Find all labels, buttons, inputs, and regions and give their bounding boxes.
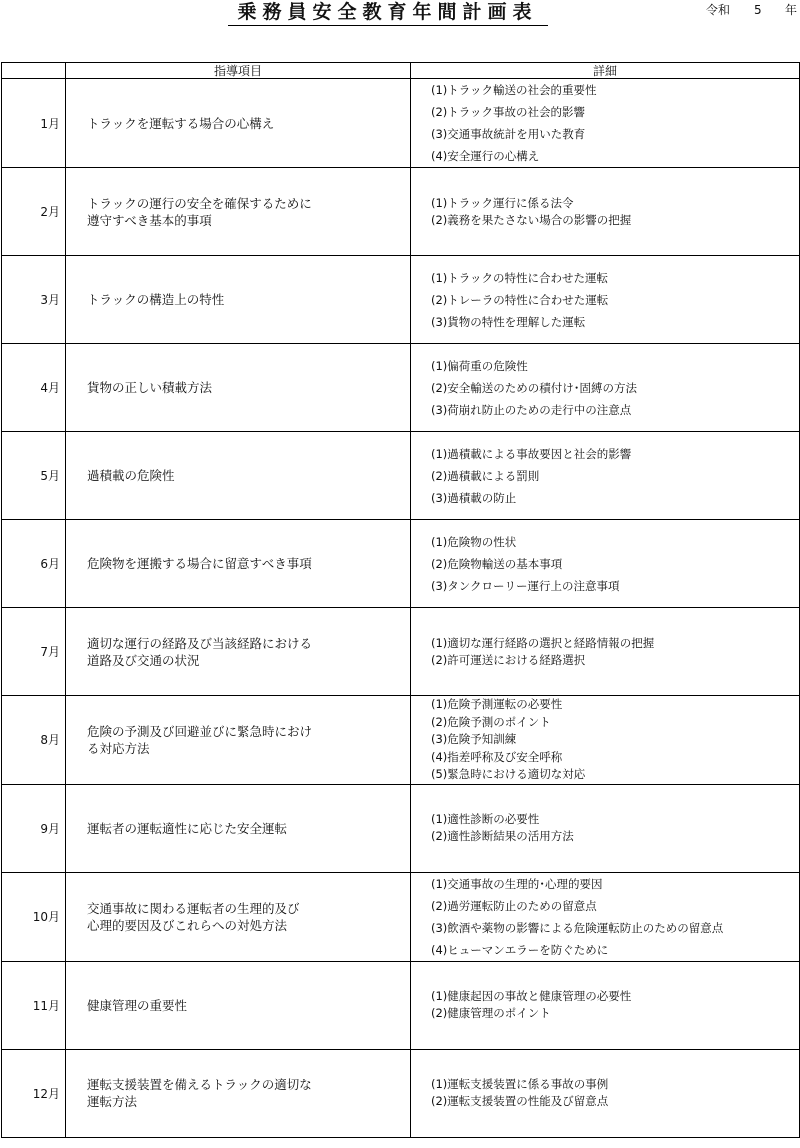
row-details xyxy=(411,432,800,520)
table-header-row xyxy=(2,63,800,79)
detail-line: (3)貨物の特性を理解した運転 xyxy=(431,314,586,329)
detail-line: (3)交通事故統計を用いた教育 xyxy=(431,127,586,141)
table-row xyxy=(2,784,800,872)
row-month: 11月 xyxy=(2,961,66,1049)
row-details xyxy=(411,79,800,168)
year-unit: 年 xyxy=(785,3,798,17)
row-details xyxy=(411,608,800,696)
detail-line: (1)運転支援装置に係る事故の事例 xyxy=(431,1077,609,1091)
detail-line: (1)トラック輸送の社会的重要性 xyxy=(431,83,597,97)
row-month: 6月 xyxy=(2,520,66,608)
detail-line: (1)危険予測運転の必要性 xyxy=(431,697,563,711)
table-row xyxy=(2,79,800,168)
row-month: 5月 xyxy=(2,432,66,520)
table-row xyxy=(2,1049,800,1137)
detail-line: (2)危険予測のポイント xyxy=(431,714,551,729)
title-underline xyxy=(228,25,548,26)
table-row xyxy=(2,696,800,785)
header-item: 指導項目 xyxy=(66,63,411,79)
detail-line: (2)安全輸送のための積付け･固縛の方法 xyxy=(431,380,638,395)
detail-line: (4)安全運行の心構え xyxy=(431,149,540,163)
table-row xyxy=(2,432,800,520)
row-item: 運転支援装置を備えるトラックの適切な 運転方法 xyxy=(66,1049,411,1137)
detail-line: (3)タンクローリー運行上の注意事項 xyxy=(431,578,620,593)
detail-line: (3)荷崩れ防止のための走行中の注意点 xyxy=(431,402,632,417)
row-item: 運転者の運転適性に応じた安全運転 xyxy=(66,784,411,872)
detail-line: (2)義務を果たさない場合の影響の把握 xyxy=(431,212,632,227)
detail-line: (1)交通事故の生理的･心理的要因 xyxy=(431,876,603,891)
detail-line: (4)ヒューマンエラーを防ぐために xyxy=(431,942,609,957)
row-month: 4月 xyxy=(2,344,66,432)
row-month: 1月 xyxy=(2,79,66,168)
detail-line: (1)過積載による事故要因と社会的影響 xyxy=(431,446,632,461)
detail-line: (2)トラック事故の社会的影響 xyxy=(431,105,586,119)
detail-line: (2)許可運送における経路選択 xyxy=(431,652,586,667)
row-item: 交通事故に関わる運転者の生理的及び 心理的要因及びこれらへの対処方法 xyxy=(66,872,411,961)
detail-line: (3)過積載の防止 xyxy=(431,490,517,505)
header-month xyxy=(2,63,66,79)
row-details xyxy=(411,256,800,344)
era-label: 令和 xyxy=(706,3,731,17)
row-month: 10月 xyxy=(2,872,66,961)
row-item: 危険物を運搬する場合に留意すべき事項 xyxy=(66,520,411,608)
row-item: 過積載の危険性 xyxy=(66,432,411,520)
row-item: トラックの構造上の特性 xyxy=(66,256,411,344)
row-details xyxy=(411,344,800,432)
table-row xyxy=(2,344,800,432)
row-month: 2月 xyxy=(2,168,66,256)
table-row xyxy=(2,520,800,608)
table-row xyxy=(2,256,800,344)
row-item: トラックを運転する場合の心構え xyxy=(66,79,411,168)
table-row xyxy=(2,168,800,256)
detail-line: (1)適切な運行経路の選択と経路情報の把握 xyxy=(431,635,655,650)
row-details xyxy=(411,784,800,872)
year-value: 5 xyxy=(754,3,762,17)
row-item: 健康管理の重要性 xyxy=(66,961,411,1049)
row-month: 9月 xyxy=(2,784,66,872)
detail-line: (2)過労運転防止のための留意点 xyxy=(431,898,597,913)
row-details xyxy=(411,696,800,785)
row-details xyxy=(411,1049,800,1137)
row-details xyxy=(411,872,800,961)
detail-line: (1)健康起因の事故と健康管理の必要性 xyxy=(431,989,632,1003)
detail-line: (2)過積載による罰則 xyxy=(431,468,540,483)
detail-line: (4)指差呼称及び安全呼称 xyxy=(431,749,563,764)
detail-line: (2)トレーラの特性に合わせた運転 xyxy=(431,292,609,307)
education-plan-table xyxy=(1,62,800,1138)
row-item: 危険の予測及び回避並びに緊急時におけ る対応方法 xyxy=(66,696,411,785)
row-item: トラックの運行の安全を確保するために 遵守すべき基本的事項 xyxy=(66,168,411,256)
page-title: 乗務員安全教育年間計画表 xyxy=(237,1,538,23)
row-month: 3月 xyxy=(2,256,66,344)
row-month: 12月 xyxy=(2,1049,66,1137)
detail-line: (3)飲酒や薬物の影響による危険運転防止のための留意点 xyxy=(431,920,724,935)
row-month: 7月 xyxy=(2,608,66,696)
detail-line: (1)危険物の性状 xyxy=(431,534,517,549)
detail-line: (1)トラックの特性に合わせた運転 xyxy=(431,270,609,285)
detail-line: (1)適性診断の必要性 xyxy=(431,812,540,826)
row-month: 8月 xyxy=(2,696,66,785)
row-details xyxy=(411,961,800,1049)
table-row xyxy=(2,961,800,1049)
row-item: 貨物の正しい積載方法 xyxy=(66,344,411,432)
detail-line: (1)偏荷重の危険性 xyxy=(431,358,528,373)
row-details xyxy=(411,168,800,256)
detail-line: (1)トラック運行に係る法令 xyxy=(431,195,574,210)
row-item: 適切な運行の経路及び当該経路における 道路及び交通の状況 xyxy=(66,608,411,696)
row-details xyxy=(411,520,800,608)
table-row xyxy=(2,608,800,696)
detail-line: (2)運転支援装置の性能及び留意点 xyxy=(431,1094,609,1108)
header-detail: 詳細 xyxy=(411,63,800,79)
detail-line: (3)危険予知訓練 xyxy=(431,732,517,746)
detail-line: (5)緊急時における適切な対応 xyxy=(431,767,586,781)
table-row xyxy=(2,872,800,961)
detail-line: (2)健康管理のポイント xyxy=(431,1006,551,1020)
detail-line: (2)適性診断結果の活用方法 xyxy=(431,829,574,843)
detail-line: (2)危険物輸送の基本事項 xyxy=(431,556,563,571)
